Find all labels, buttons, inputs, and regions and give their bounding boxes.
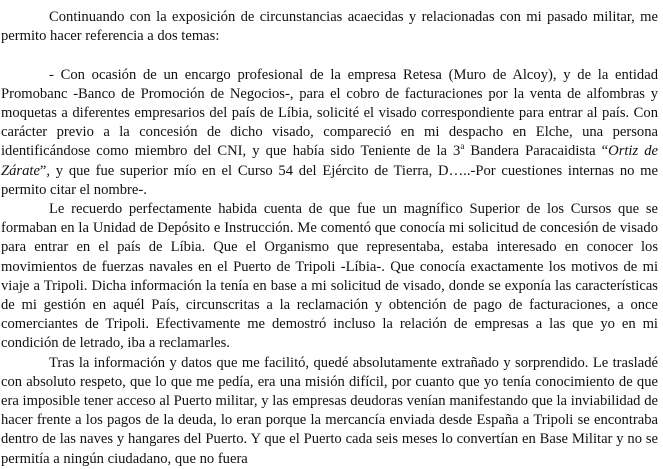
paragraph-text-part: - Con ocasión de un encargo profesional de la empresa Retesa (Muro de Alcoy), y de la entidad Promobanc -Banco de Promoción de Negocios-, para el cobro de facturaciones por la venta de alfombras y moquetas a diferentes empresarios del país de Líbia, solicité el visado correspondiente para entrar al país. Con carácter previo a la concesión de dicho visado, compareció en mi despacho en Elche, una persona identificándose como miembro del CNI, y que había sido Teniente de la 3: [1, 66, 658, 160]
italic-unit-name: Ortiz de Zárate: [1, 143, 659, 179]
paragraph-intro: Continuando con la exposición de circunstancias acaecidas y relacionadas con mi pasado militar, me permito hacer referencia a dos temas:: [1, 9, 658, 45]
paragraph-superior-memory: Le recuerdo perfectamente habida cuenta de que fue un magnífico Superior de los Cursos que se formaban en la Unidad de Depósito e Instrucción. Me comentó que conocía mi solicitud de concesión de visado para entrar en el país de Líbia. Que el Organismo que representaba, estaba interesado en conocer los movimientos de fuerzas navales en el Puerto de Tripoli -Líbia-. Que conocía exactamente los motivos de mi viaje a Tripoli. Dicha información la tenía en base a mi solicitud de visado, donde se exponía las características de mi gestión en aquél País, circunscritas a la reclamación y obtención de pago de facturaciones, a once comerciantes de Tripoli. Efectivamente me demostró incluso la relación de empresas a las que yo en mi condición de letrado, iba a reclamarles.: [1, 201, 658, 352]
paragraph-retesa-visa: [1, 66, 658, 200]
paragraph-port-tripoli: Tras la información y datos que me facilitó, quedé absolutamente extrañado y sorprendido. Le trasladé con absoluto respeto, que lo que me pedía, era una misión difícil, por cuanto que yo tenía conocimiento de que era imposible tener acceso al Puerto militar, y las empresas deudoras venían manifestando que la inviabilidad de hacer frente a los pagos de la deuda, lo eran porque la mercancía enviada desde España a Tripoli se encontraba dentro de las naves y hangares del Puerto. Y que el Puerto cada seis meses lo convertían en Base Militar y no se permitía a ningún ciudadano, que no fuera: [1, 354, 658, 467]
paragraph-text-part: ”, y que fue superior mío en el Curso 54 del Ejército de Tierra, D…..-Por cuestiones internas no me permito citar el nombre-.: [1, 162, 658, 198]
paragraph-text-part: Bandera Paracaidista “: [464, 143, 609, 160]
superscript-ordinal: a: [460, 141, 465, 152]
